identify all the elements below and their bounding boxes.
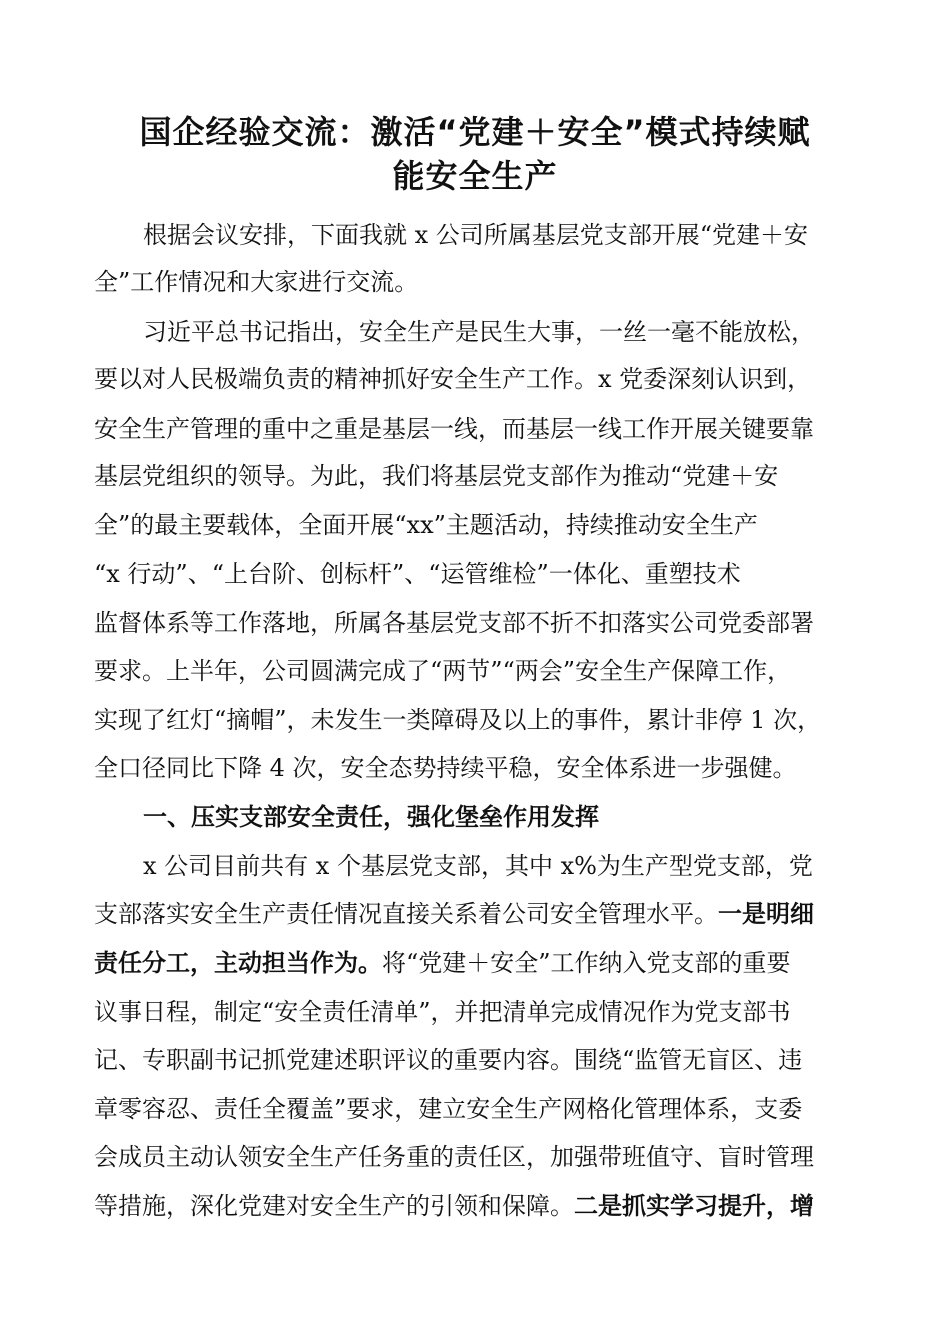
paragraph-line: 全”工作情况和大家进行交流。 — [94, 268, 419, 296]
paragraph-line: 基层党组织的领导。为此，我们将基层党支部作为推动“党建＋安 — [94, 462, 779, 490]
paragraph-line: x 公司目前共有 x 个基层党支部，其中 x%为生产型党支部，党 — [143, 852, 813, 880]
paragraph-line: 全口径同比下降 4 次，安全态势持续平稳，安全体系进一步强健。 — [94, 754, 797, 782]
paragraph-line — [94, 1189, 814, 1223]
section-heading: 一、压实支部安全责任，强化堡垒作用发挥 — [143, 803, 599, 831]
paragraph-line: 根据会议安排，下面我就 x 公司所属基层党支部开展“党建＋安 — [143, 221, 809, 249]
paragraph-line: 安全生产管理的重中之重是基层一线，而基层一线工作开展关键要靠 — [94, 415, 814, 443]
paragraph-text: 等措施，深化党建对安全生产的引领和保障。 — [94, 1192, 574, 1220]
paragraph-line: 会成员主动认领安全生产任务重的责任区，加强带班值守、盲时管理 — [94, 1143, 814, 1171]
paragraph-line: 监督体系等工作落地，所属各基层党支部不折不扣落实公司党委部署 — [94, 609, 814, 637]
bold-emphasis: 责任分工，主动担当作为。 — [94, 949, 382, 977]
paragraph-line: 全”的最主要载体，全面开展“xx”主题活动，持续推动安全生产 — [94, 511, 758, 539]
paragraph-line: 章零容忍、责任全覆盖”要求，建立安全生产网格化管理体系，支委 — [94, 1095, 803, 1123]
paragraph-line — [94, 946, 791, 980]
document-title-line-1: 国企经验交流：激活“党建＋安全”模式持续赋 — [139, 113, 811, 151]
paragraph-line: “x 行动”、“上台阶、创标杆”、“运管维检”一体化、重塑技术 — [94, 560, 741, 588]
paragraph-line: 议事日程，制定“安全责任清单”，并把清单完成情况作为党支部书 — [94, 998, 791, 1026]
bold-emphasis: 二是抓实学习提升，增 — [574, 1192, 814, 1220]
paragraph-line — [94, 897, 814, 931]
paragraph-line: 要以对人民极端负责的精神抓好安全生产工作。x 党委深刻认识到， — [94, 365, 812, 393]
paragraph-line: 实现了红灯“摘帽”，未发生一类障碍及以上的事件，累计非停 1 次， — [94, 706, 822, 734]
paragraph-text: 支部落实安全生产责任情况直接关系着公司安全管理水平。 — [94, 900, 718, 928]
document-title-line-2: 能安全生产 — [392, 157, 558, 195]
paragraph-text: 将“党建＋安全”工作纳入党支部的重要 — [382, 949, 791, 977]
paragraph-line: 记、专职副书记抓党建述职评议的重要内容。围绕“监管无盲区、违 — [94, 1046, 803, 1074]
bold-emphasis: 一是明细 — [718, 900, 814, 928]
paragraph-line: 习近平总书记指出，安全生产是民生大事，一丝一毫不能放松， — [143, 318, 815, 346]
paragraph-line: 要求。上半年，公司圆满完成了“两节”“两会”安全生产保障工作， — [94, 657, 792, 685]
